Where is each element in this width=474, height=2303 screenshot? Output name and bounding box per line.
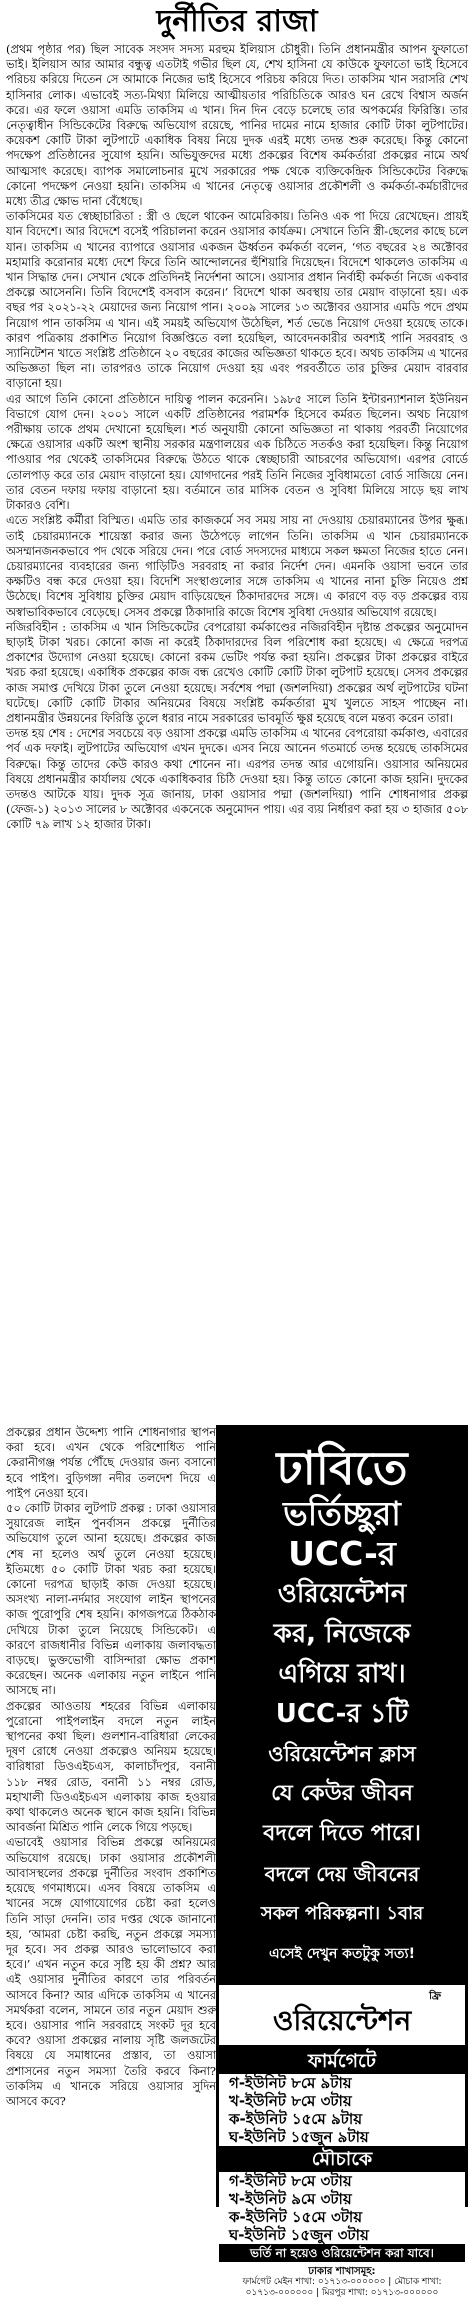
ad-line: UCC-র — [288, 1534, 396, 1573]
ad-schedule-row: গ-ইউনিট ৮মে ৯টায় — [219, 2074, 465, 2092]
article-paragraph-3: এর আগে তিনি কোনো প্রতিষ্ঠানে দায়িত্ব পালন করেননি। ১৯৮৫ সালে তিনি ইন্টারন্যাশনাল ইউনিয়ন বিভাগে যোগ দেন। ২০০১ সালে একটি প্রতিষ্ঠানের পরামর্শক হিসেবে কর্মরত ছিলেন। অথচ নিয়োগ পরীক্ষায় তাকে প্রথম দেখানো হয়েছিল। শর্ত অনুযায়ী কোনো অভিজ্ঞতা না থাকায় পরবর্তী নিয়োগের ক্ষেত্রে ওয়াসার একটি অংশ স্থানীয় সরকার মন্ত্রণালয়ের এক চিঠিতে সতর্কও করা হয়েছিল। কিন্তু নিয়োগ পাওয়ার পর থেকেই তাকসিমের বিরুদ্ধে উঠতে থাকে স্বেচ্ছাচারী আচরণের অভিযোগ। এরপর বোর্ডে তোলপাড় করে তার মেয়াদ বাড়ানো হয়। যোগদানের পরই তিনি নিজের সুবিধামতো বোর্ড সাজিয়ে নেন। তার বেতন দফায় দফায় বাড়ানো হয়। বর্তমানে তার মাসিক বেতন ও সুবিধা মিলিয়ে সাড়ে ছয় লাখ টাকারও বেশি। — [6, 392, 468, 513]
article-paragraph-4: এতে সংশ্লিষ্ট কর্মীরা বিস্মিত। এমডি তার কাজকর্মে সব সময় সায় না দেওয়ায় চেয়ারম্যানের উপর ক্ষুব্ধ। তাই চেয়ারম্যানকে শায়েস্তা করার জন্য উঠেপড়ে লাগেন তিনি। তাকসিম এ খান চেয়ারম্যানকে অসম্মানজনকভাবে পদ থেকে সরিয়ে দেন। পরে বোর্ড সদস্যদের মাধ্যমে সকল ক্ষমতা নিজের হাতে নেন। চেয়ারম্যানের ব্যবহারের জন্য গাড়িটিও সরবরাহ না করার নির্দেশ দেন। এমনকি ওয়াসা ভবনে তার কক্ষটিও বন্ধ করে দেওয়া হয়। বিদেশি সংস্থাগুলোর সঙ্গে তাকসিম এ খানের নানা চুক্তি নিয়েও প্রশ্ন উঠেছে। বিশেষ সুবিধায় চুক্তির মেয়াদ বাড়িয়েছেন ঠিকাদারদের সঙ্গে। এ কারণে বড় বড় প্রকল্পের ব্যয় অস্বাভাবিকভাবে বেড়েছে। সেসব প্রকল্পে ঠিকাদারি কাজে বিশেষ সুবিধা দেওয়ার অভিযোগ রয়েছে। — [6, 514, 468, 619]
ad-line: এগিয়ে রাখ। — [278, 1659, 406, 1689]
ad-schedule-row: খ-ইউনিট ৮মে ৩টায় — [219, 2092, 465, 2110]
ad-banner-text: ওরিয়েন্টেশন — [272, 2004, 412, 2037]
article-paragraph-7: প্রকল্পের প্রধান উদ্দেশ্য পানি শোধনাগার স্থাপন করা হবে। এখন থেকে পরিশোধিত পানি কেরানীগঞ্জ পর্যন্ত পৌঁছে দেওয়ার জন্য বসানো হবে পাইপ। বুড়িগঙ্গা নদীর তলদেশ দিয়ে এ পাইপ নেওয়া হবে। — [6, 1426, 216, 1500]
ad-line: ভর্তিচ্ছুরা — [283, 1494, 401, 1533]
article-body-top — [6, 42, 468, 1425]
ad-notice: ভর্তি না হয়েও ওরিয়েন্টেশন করা যাবে। — [219, 2244, 465, 2262]
article-paragraph-8: ৫০ কোটি টাকার লুটপাট প্রকল্প : ঢাকা ওয়াসার সুয়ারেজ লাইন পুনর্বাসন প্রকল্পে দুর্নীতির অভিযোগ তুলে আনা হয়েছে। প্রকল্পের কাজ শেষ না হলেও অর্থ তুলে নেওয়া হয়েছে। ইতিমধ্যে ৫০ কোটি টাকা খরচ করা হয়েছে। কোনো দরপত্র ছাড়াই কাজ দেওয়া হয়েছে। অসংখ্য নালা-নর্দমার সংযোগ লাইন স্থাপনের কাজ পুরোপুরি শেষ হয়নি। কাগজপত্রে ঠিকঠাক দেখিয়ে টাকা তুলে নিয়েছে সিন্ডিকেট। এ কারণে রাজধানীর বিভিন্ন এলাকায় জলাবদ্ধতা বাড়ছে। ভুক্তভোগী বাসিন্দারা ক্ষোভ প্রকাশ করেছেন। অনেক এলাকায় নতুন লাইনে পানি আসছে না। — [6, 1502, 216, 1698]
ad-schedule-row: ঘ-ইউনিট ১৫জুন ৩টায় — [219, 2226, 465, 2244]
ad-headline — [219, 1428, 465, 1982]
ad-farmgate-title: ফার্মগেটে — [219, 2048, 465, 2074]
ad-schedule-row: গ-ইউনিট ৮মে ৩টায় — [219, 2172, 465, 2190]
ad-line: বদলে দিতে পারে। — [263, 1821, 421, 1846]
article-paragraph-2: তাকসিমের যত স্বেচ্ছাচারিতা : স্ত্রী ও ছেলে থাকেন আমেরিকায়। তিনিও এক পা দিয়ে রেখেছেন। প্রায়ই যান বিদেশে। আর বিদেশে বসেই পরিচালনা করেন ওয়াসার কার্যক্রম। সেখানে তিনি স্ত্রী-ছেলের কাছে চলে যান। তাকসিম এ খানের ব্যাপারে ওয়াসার একজন ঊর্ধ্বতন কর্মকর্তা বলেন, ‘গত বছরের ২৪ অক্টোবর মহামারি করোনার মধ্যে দেশে ফিরে তিনি আন্দোলনের হুঁশিয়ারি দিয়েছেন। বিদেশে থাকলেও তাকসিম এ খান সিদ্ধান্ত দেন। সেখান থেকে প্রতিদিনই নির্দেশনা আসে। ওয়াসার প্রধান নির্বাহী কর্মকর্তা নিজে একবার প্রকল্পে আসেননি। তিনি বিদেশেই বসবাস করেন।’ বিদেশে থাকা অবস্থায় তার মেয়াদ বাড়ানো হয়। এক বছর পর ২০২১-২২ মেয়াদের জন্য নিয়োগ পান। ২০০৯ সালের ১৩ অক্টোবর ওয়াসার এমডি পদে প্রথম নিয়োগ পান তাকসিম এ খান। এই সময়ই অভিযোগ উঠেছিল, শর্ত ভেঙে নিয়োগ দেওয়া হয়েছে তাকে। কারণ পত্রিকায় প্রকাশিত নিয়োগ বিজ্ঞপ্তিতে বলা হয়েছিল, আবেদনকারীর অবশ্যই পানি সরবরাহ ও স্যানিটেশন খাতে সংশ্লিষ্ট প্রতিষ্ঠানে ২০ বছরের কাজের অভিজ্ঞতা থাকতে হবে। অথচ তাকসিম এ খানের অভিজ্ঞতা ছিল না। তারপরও তাকে নিয়োগ দেওয়া হয় এবং পরবর্তীতে তার চুক্তির মেয়াদ বারবার বাড়ানো হয়। — [6, 210, 468, 391]
ad-line: ঢাবিতে — [276, 1441, 408, 1495]
ad-line: যে কেউর জীবন — [271, 1781, 413, 1806]
ad-line: ওরিয়েন্টেশন ক্লাস — [268, 1742, 416, 1766]
ad-banner-small: ফ্রি — [429, 1991, 441, 2002]
article-body-left-column — [6, 1425, 216, 2207]
article-paragraph-9: প্রকল্পের আওতায় শহরের বিভিন্ন এলাকায় পুরোনো পাইপলাইন বদলে নতুন লাইন স্থাপনের কথা ছিল। গুলশান-বারিধারা লেকের দূষণ রোধে নেওয়া প্রকল্পেও অনিয়ম হয়েছে। বারিধারা ডিওএইচএস, কালাচাঁদপুর, বনানী ১১৮ নম্বর রোড, বনানী ১১ নম্বর রোড, মহাখালী ডিওএইচএস এলাকায় কাজ হওয়ার কথা থাকলেও অনেক স্থানে কাজ হয়নি। বিভিন্ন আবর্জনা মিশ্রিত পানি লেকে গিয়ে পড়ছে। — [6, 1699, 216, 1835]
ad-line: এসেই দেখুন কতটুকু সত্য! — [269, 1946, 415, 1962]
ad-line: সকল পরিকল্পনা। ১বার — [260, 1903, 424, 1924]
ad-line: কর, নিজেকে — [273, 1619, 411, 1649]
article-title: দুর্নীতির রাজা — [156, 4, 318, 39]
ad-branches-title: ঢাকার শাখাসমূহ: — [308, 2266, 376, 2277]
ad-schedule-row: খ-ইউনিট ৯মে ৩টায় — [219, 2190, 465, 2208]
ad-line: UCC-র ১টি — [275, 1699, 409, 1729]
ad-schedule-row: ক-ইউনিট ১৫মে ৩টায় — [219, 2208, 465, 2226]
article-paragraph-1: (প্রথম পৃষ্ঠার পর) ছিল সাবেক সংসদ সদস্য মরহুম ইলিয়াস চৌধুরী। তিনি প্রধানমন্ত্রীর আপন ফুফাতো ভাই। ইলিয়াস আর আমার বন্ধুত্ব এতটাই গভীর ছিল যে, শেখ হাসিনা যে কাউকে ফুফাতো ভাই হিসেবে পরিচয় করিয়ে দিতেন সে আমাকে নিজের ভাই হিসেবে পরিচয় করিয়ে দিত। তাকসিম খান সরাসরি শেখ হাসিনার লোক। এভাবেই সত্য-মিথ্যা মিলিয়ে আত্মীয়তার পরিচিতিকে আরও ঘন রেখে বিশ্বাস অর্জন করে। এর ফলে ওয়াসা এমডি তাকসিম এ খান। দিন দিন বেড়ে চলেছে তার অপকর্মের ফিরিস্তি। তার নেতৃত্বাধীন সিন্ডিকেটের বিরুদ্ধে অভিযোগ রয়েছে, পানির দামের নামে হাজার কোটি টাকা লুটপাটের। কয়েকশ কোটি টাকা লুটপাটে একাধিক বিষয় নিয়ে দুদক এরই মধ্যে তদন্ত শুরু করেছে। কিন্তু কোনো পদক্ষেপ প্রতিষ্ঠানের সুযোগ হয়নি। অভিযুক্তদের মধ্যে প্রকল্পের বিশেষ কর্মকর্তারা প্রকল্পের নামে অর্থ আত্মসাৎ করেছে। ব্যাপক সমালোচনার মুখে সরকারের পক্ষ থেকে ব্যক্তিকেন্দ্রিক সিন্ডিকেটের বিরুদ্ধে কোনো পদক্ষেপ নেওয়া হয়নি। তাকসিম এ খানের নেতৃত্বে ওয়াসার প্রকৌশলী ও কর্মকর্তা-কর্মচারীদের মধ্যে তীব্র ক্ষোভ দানা বেঁধেছে। — [6, 43, 468, 209]
ad-branches-list: ফার্মগেট মেইন শাখা: ০১৭১৩-০০০০০০ | মৌচাক শাখা: ০১৭১৩-০০০০০০ | মিরপুর শাখা: ০১৭১৩-০০০০০০ — [242, 2277, 442, 2298]
ad-line: বদলে দেয় জীবনের — [264, 1862, 420, 1886]
article-paragraph-6: তদন্ত হয় শেষ : দেশের সবচেয়ে বড় ওয়াসা প্রকল্পে এমডি তাকসিম এ খানের বেপরোয়া কর্মকাণ্ড, এবারের পর্ব এক দফাই। লুটপাটের অভিযোগ এখন দুদকে। এসব নিয়ে আনেন গতমার্চে তদন্ত হয়েছে তাকসিমের বিরুদ্ধে। কিন্তু তাদের কেউ কারও কথা শোনেন না। এরপর তদন্ত আর এগোয়নি। ওয়াসার অনিয়মের বিষয়ে প্রধানমন্ত্রীর কার্যালয় থেকে একাধিকবার চিঠি দেওয়া হয়। কিন্তু তাতে কোনো কাজ হয়নি। দুদকের তদন্তও আটকে যায়। দুদক সূত্র জানায়, ঢাকা ওয়াসার পদ্মা (জশলদিয়া) পানি শোধনাগার প্রকল্প (ফেজ-১) ২০১৩ সালের ৮ অক্টোবর একনেকে অনুমোদন পায়। এর ব্যয় নির্ধারণ করা হয় ৩ হাজার ৫০৮ কোটি ৭৯ লাখ ১২ হাজার টাকা। — [6, 727, 468, 832]
ad-schedule-row: ঘ-ইউনিট ১৫জুন ৯টায় — [219, 2128, 465, 2146]
article-paragraph-5: নজিরবিহীন : তাকসিম এ খান সিন্ডিকেটের বেপরোয়া কর্মকাণ্ডের নজিরবিহীন দৃষ্টান্ত প্রকল্পের অনুমোদন ছাড়াই টাকা খরচ। কোনো কাজ না করেই ঠিকাদারদের বিল পরিশোধ করা হয়েছে। এ ক্ষেত্রে দরপত্র প্রকাশের উদ্যোগ নেওয়া হয়েছে। কোনো রকম ভেটিং পর্যন্ত করা হয়নি। প্রকল্পের টাকা প্রকল্পের বাইরে খরচ করা হয়েছে। একাধিক প্রকল্পের কাজ বন্ধ রেখেও কোটি কোটি টাকা লুটপাট হয়েছে। সেসব প্রকল্পের কাজ সমাপ্ত দেখিয়ে টাকা তুলে নেওয়া হয়েছে। সর্বশেষ পদ্মা (জশলদিয়া) প্রকল্পের অর্থ লুটপাটের ঘটনা ঘটেছে। কোটি কোটি টাকার অনিয়মের বিষয়ে সংশ্লিষ্ট কর্মকর্তারা মুখ খুলতে সাহস পাচ্ছেন না। প্রধানমন্ত্রীর উন্নয়নের ফিরিস্তি তুলে ধরার নামে সরকারের ভাবমূর্তি ক্ষুণ্ণ হয়েছে বলে মন্তব্য করেন তারা। — [6, 620, 468, 725]
ad-line: ওরিয়েন্টেশন — [277, 1579, 407, 1609]
ad-orientation-banner — [219, 1982, 465, 2048]
ad-mouchak-title: মৌচাকে — [219, 2146, 465, 2172]
ad-branches — [219, 2262, 465, 2303]
ad-schedule-row: ক-ইউনিট ১৫মে ৯টায় — [219, 2110, 465, 2128]
ucc-advertisement — [216, 1425, 468, 2298]
article-paragraph-10: এভাবেই ওয়াসার বিভিন্ন প্রকল্পে অনিয়মের অভিযোগ রয়েছে। ঢাকা ওয়াসার প্রকৌশলী আবাসস্থলের প্রকল্পে দুর্নীতির সংবাদ প্রকাশিত হয়েছে গণমাধ্যমে। এসব বিষয়ে তাকসিম এ খানের সঙ্গে যোগাযোগের চেষ্টা করা হলেও তিনি সাড়া দেননি। তার দপ্তর থেকে জানানো হয়, ‘আমরা চেষ্টা করছি, নতুন প্রকল্পে সমস্যা দূর হবে। সব প্রকল্প আরও ভালোভাবে করা হবে।’ এখন নতুন করে সৃষ্টি হয় কী প্রশ্ন? আর এই ওয়াসার দুর্নীতির কারণে তার পরিবর্তন আসবে কিনা? আর এদিকে তাকসিম এ খানের সমর্থকরা বলেন, সামনে তার নতুন মেয়াদ শুরু হবে। ওয়াসার পানি সরবরাহে সংকট দূর হবে কবে? ওয়াসা প্রকল্পের নালায় সৃষ্টি জলজটের বিষয়ে যে সমাধানের প্রস্তাব, তা ওয়াসা প্রশাসনের নতুন সমস্যা তৈরি করবে কিনা? তাকসিম এ খানকে সরিয়ে ওয়াসার সুদিন আসবে কবে? — [6, 1836, 216, 2108]
